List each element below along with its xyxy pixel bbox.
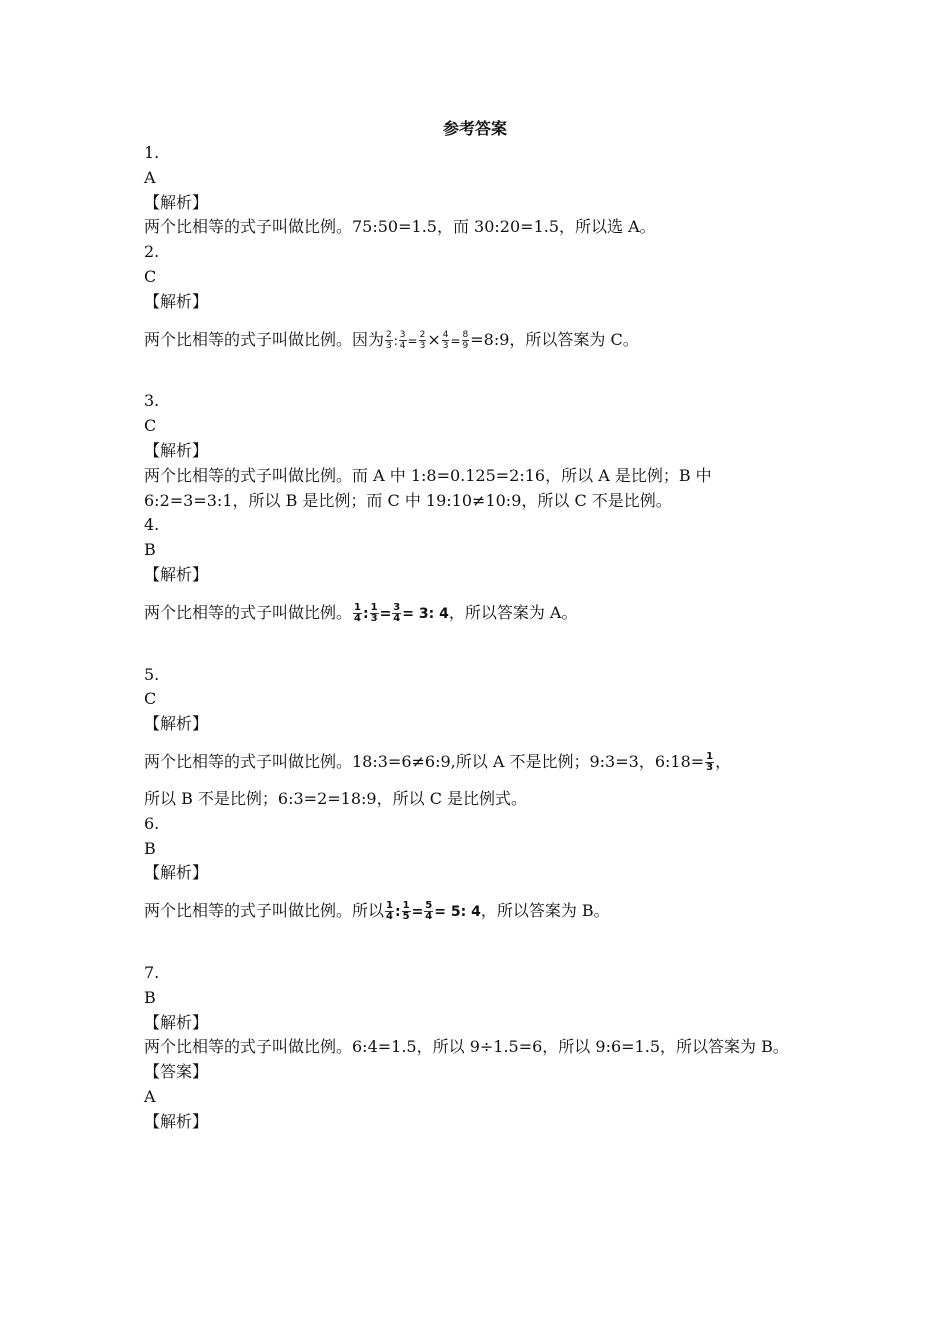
analysis-formula-line: 两个比相等的式子叫做比例。所以 $\frac{1}{4}$ : $\frac{1}{5}$ = $\frac{5}{4}$ = 5: 4，所以答案为 B。 — [144, 900, 610, 923]
analysis-label: 【解析】 — [144, 291, 209, 311]
answer-content — [144, 141, 814, 1135]
analysis-label: 【解析】 — [144, 440, 209, 460]
fraction: $\frac{2}{3}$ — [386, 329, 392, 351]
fraction: $\frac{1}{4}$ — [354, 601, 361, 624]
question-number: 5. — [144, 664, 160, 684]
answer-choice: C — [144, 266, 157, 286]
question-number: 6. — [144, 813, 160, 833]
fraction: $\frac{1}{3}$ — [706, 750, 714, 773]
fraction: $\frac{1}{4}$ — [386, 900, 393, 923]
analysis-text: 两个比相等的式子叫做比例。75:50=1.5，而 30:20=1.5，所以选 A。 — [144, 217, 656, 237]
analysis-formula-line: 两个比相等的式子叫做比例。18:3=6≠6:9,所以 A 不是比例；9:3=3，6:18= $\frac{1}{3}$ ， — [144, 750, 732, 773]
spacer — [144, 936, 814, 961]
answer-choice: B — [144, 540, 156, 560]
analysis-text: 两个比相等的式子叫做比例。6:4=1.5，所以 9÷1.5=6，所以 9:6=1.5，所以答案为 B。 — [144, 1037, 789, 1057]
fraction: $\frac{3}{4}$ — [393, 601, 401, 624]
fraction: $\frac{4}{3}$ — [442, 329, 449, 351]
fraction: $\frac{5}{4}$ — [425, 900, 433, 923]
analysis-label: 【解析】 — [144, 192, 209, 212]
answer-choice: B — [144, 838, 156, 858]
spacer — [144, 638, 814, 663]
fraction: $\frac{3}{4}$ — [399, 329, 406, 351]
analysis-label: 【解析】 — [144, 863, 209, 883]
page-title: 参考答案 — [442, 119, 507, 138]
analysis-label: 【解析】 — [144, 1012, 209, 1032]
analysis-label: 【解析】 — [144, 564, 209, 584]
answer-choice: C — [144, 416, 157, 436]
analysis-label: 【解析】 — [144, 1111, 209, 1131]
spacer — [144, 365, 814, 390]
answer-choice: A — [144, 167, 156, 187]
analysis-label: 【解析】 — [144, 714, 209, 734]
answer-label: 【答案】 — [144, 1062, 209, 1082]
fraction: $\frac{2}{3}$ — [419, 329, 426, 351]
analysis-formula-line: 两个比相等的式子叫做比例。 $\frac{1}{4}$ : $\frac{1}{3}$ = $\frac{3}{4}$ = 3: 4，所以答案为 A。 — [144, 601, 578, 624]
question-number: 7. — [144, 962, 160, 982]
fraction: $\frac{8}{9}$ — [462, 329, 469, 351]
answer-choice: C — [144, 689, 157, 709]
question-number: 1. — [144, 143, 160, 162]
analysis-text: 两个比相等的式子叫做比例。而 A 中 1:8=0.125=2:16，所以 A 是比例；B 中 — [144, 465, 712, 485]
analysis-formula-line: 两个比相等的式子叫做比例。因为 $\frac{2}{3}$ : $\frac{3}{4}$ = $\frac{2}{3}$ × $\frac{4}{3}$ = $\frac{8}{9}$ =8:9，所以答案为 C。 — [144, 329, 639, 351]
question-number: 4. — [144, 515, 160, 535]
fraction: $\frac{1}{3}$ — [370, 601, 378, 624]
answer-choice: A — [144, 1086, 156, 1106]
question-number: 3. — [144, 391, 160, 411]
analysis-text: 6:2=3=3:1，所以 B 是比例；而 C 中 19:10≠10:9，所以 C 不是比例。 — [144, 490, 672, 510]
fraction: $\frac{1}{5}$ — [402, 900, 410, 923]
analysis-text: 所以 B 不是比例；6:3=2=18:9，所以 C 是比例式。 — [144, 788, 528, 808]
question-number: 2. — [144, 242, 160, 262]
answer-choice: B — [144, 987, 156, 1007]
